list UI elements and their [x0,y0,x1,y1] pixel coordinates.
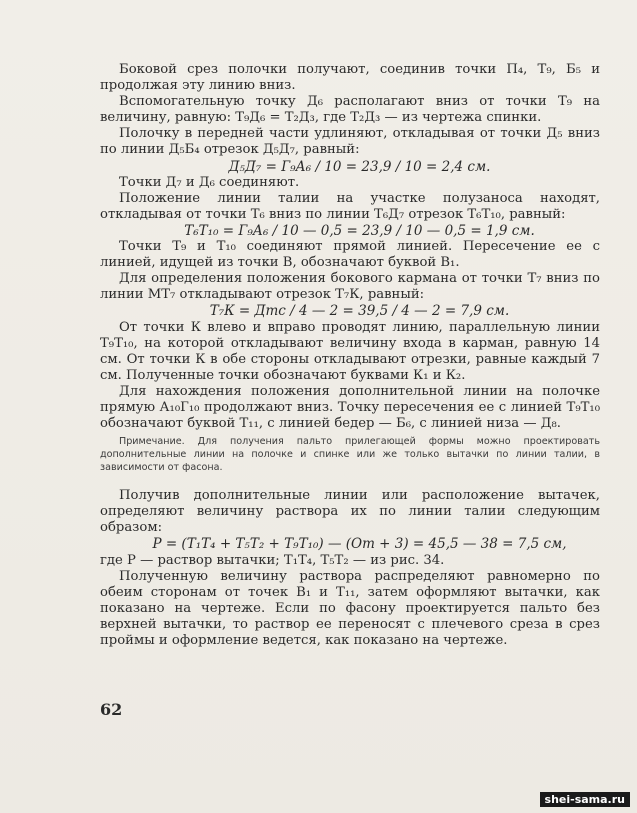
formula: Д₅Д₇ = Г₉А₆ / 10 = 23,9 / 10 = 2,4 см. [228,158,491,175]
note: Примечание. Для получения пальто прилегающей формы можно проектировать дополнительные линии на полочке и спинке или же только вытачки по линии талии, в зависимости от фасона. [100,436,600,474]
paragraph: Вспомогательную точку Д₆ располагают вниз от точки Т₉ на величину, равную: Т₉Д₆ = Т₂Д₃, где Т₂Д₃ — из чертежа спинки. [100,94,600,126]
paragraph: Точки Д₇ и Д₆ соединяют. [119,174,300,190]
watermark: shei-sama.ru [540,792,630,807]
paragraph: Точки Т₉ и Т₁₀ соединяют прямой линией. Пересечение ее с линией, идущей из точки В, обозначают буквой В₁. [100,239,600,271]
body-text [100,62,600,649]
paragraph: Полученную величину раствора распределяют равномерно по обеим сторонам от точек В₁ и Т₁₁, затем оформляют вытачки, как показано на чертеже. Если по фасону проектируется пальто без верхней вытачки, то раствор ее переносят с плечевого среза в срез проймы и оформление ведется, как показано на чертеже. [100,568,600,648]
paragraph: где P — раствор вытачки; Т₁Т₄, Т₅Т₂ — из рис. 34. [100,552,445,568]
formula: P = (Т₁Т₄ + Т₅Т₂ + Т₉Т₁₀) — (Oт + 3) = 45,5 — 38 = 7,5 см, [152,536,567,553]
formula: Т₇К = Дтс / 4 — 2 = 39,5 / 4 — 2 = 7,9 см. [209,303,510,320]
paragraph: Получив дополнительные линии или расположение вытачек, определяют величину раствора их по линии талии следующим образом: [100,488,600,536]
page-number: 62 [100,700,123,719]
paragraph: Для нахождения положения дополнительной линии на полочке прямую А₁₀Г₁₀ продолжают вниз. Точку пересечения ее с линией Т₉Т₁₀ обозначают буквой Т₁₁, с линией бедер — Б₆, с линией низа — Д₈. [100,383,600,432]
paragraph: Боковой срез полочки получают, соединив точки П₄, Т₉, Б₅ и продолжая эту линию вниз. [100,62,600,94]
paragraph: Положение линии талии на участке полузаноса находят, откладывая от точки Т₆ вниз по линии Т₆Д₇ отрезок Т₆Т₁₀, равный: [100,190,600,222]
paragraph: Для определения положения бокового кармана от точки Т₇ вниз по линии МТ₇ откладывают отрезок Т₇К, равный: [100,271,600,303]
paragraph: Полочку в передней части удлиняют, откладывая от точки Д₅ вниз по линии Д₅Б₄ отрезок Д₅Д₇, равный: [100,126,600,158]
paragraph: От точки К влево и вправо проводят линию, параллельную линии Т₉Т₁₀, на которой откладывают величину входа в карман, равную 14 см. От точки К в обе стороны откладывают отрезки, равные каждый 7 см. Полученные точки обозначают буквами К₁ и К₂. [100,319,600,383]
formula: Т₆Т₁₀ = Г₉А₆ / 10 — 0,5 = 23,9 / 10 — 0,5 = 1,9 см. [184,222,535,239]
